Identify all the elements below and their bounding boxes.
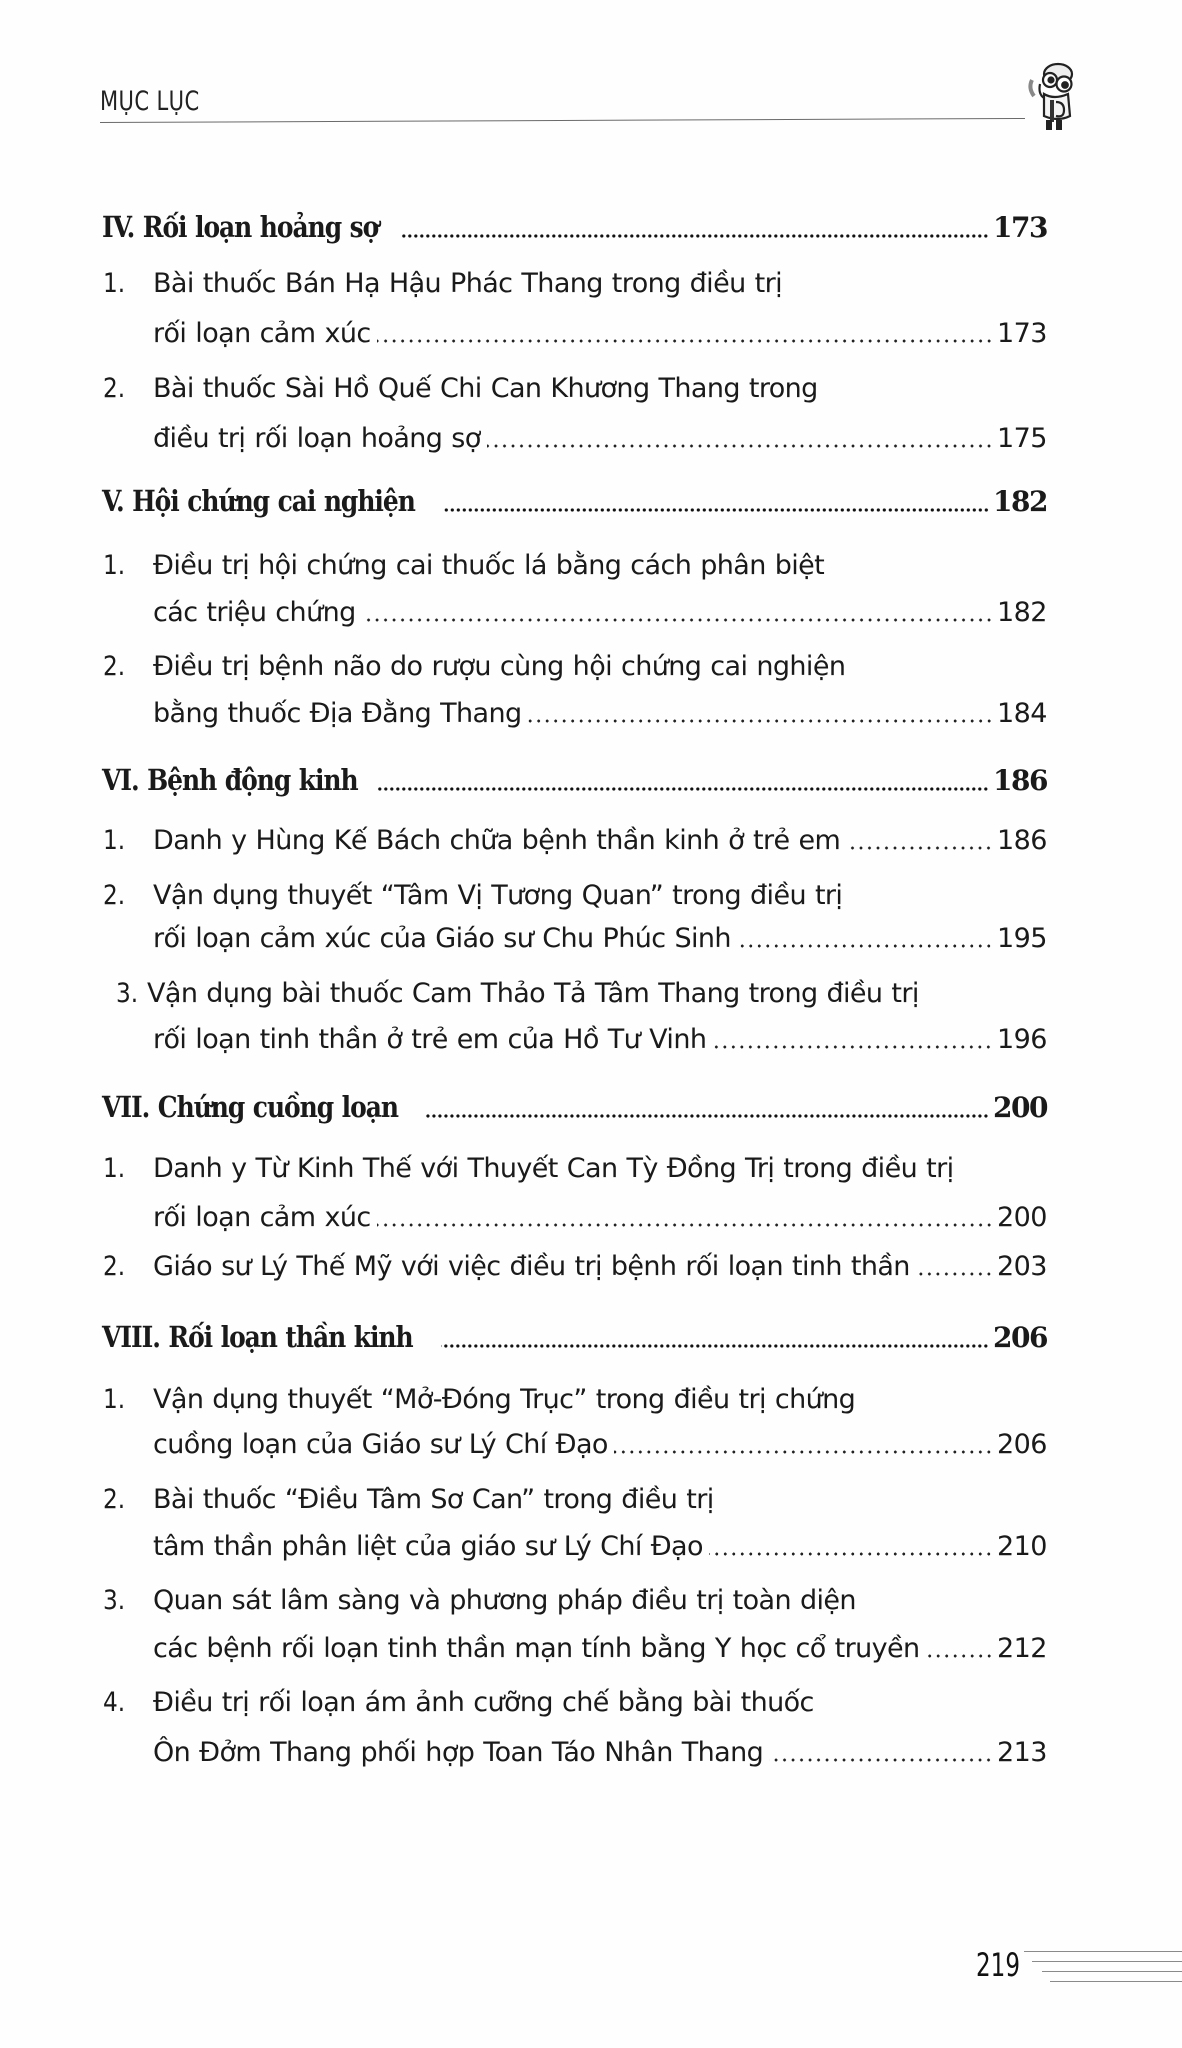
entry-text-row (153, 318, 1047, 349)
toc-entry-line (0, 916, 1182, 960)
entry-text-row (153, 651, 1047, 682)
entry-number: 2. (103, 651, 126, 682)
dot-leader (926, 1653, 993, 1659)
entry-number: 2. (103, 1484, 126, 1515)
entry-text-row (153, 373, 1047, 404)
entry-text-row (153, 550, 1047, 581)
page-ref: 186 (993, 764, 1047, 797)
entry-text-row (147, 978, 1047, 1009)
toc-entry-line (0, 590, 1182, 634)
dot-leader (769, 1757, 993, 1763)
entry-title: Bài thuốc Bán Hạ Hậu Phác Thang trong điều trị (153, 268, 782, 299)
entry-text-row (153, 1251, 1047, 1282)
entry-text-row (153, 597, 1047, 628)
dot-leader (377, 1222, 993, 1228)
toc-entry-line (0, 1017, 1182, 1061)
dot-leader (487, 443, 993, 449)
toc-entry-line (0, 1422, 1182, 1466)
page-ref: 184 (996, 698, 1047, 729)
entry-title: bằng thuốc Địa Đằng Thang (153, 698, 522, 729)
dot-leader (709, 1551, 993, 1557)
entry-text-row (153, 1153, 1047, 1184)
toc-entry-line (0, 1578, 1182, 1622)
entry-text-row (153, 1484, 1047, 1515)
dot-leader (441, 1343, 989, 1349)
entry-title: Ôn Đởm Thang phối hợp Toan Táo Nhân Thang (153, 1737, 764, 1768)
entry-title: cuồng loạn của Giáo sư Lý Chí Đạo (153, 1429, 608, 1460)
entry-title: Điều trị rối loạn ám ảnh cưỡng chế bằng bài thuốc (153, 1687, 814, 1718)
toc-entry-line (0, 416, 1182, 460)
toc-entry-line (0, 644, 1182, 688)
toc-entry-line (0, 311, 1182, 355)
entry-text-row (153, 268, 1047, 299)
dot-leader (362, 617, 993, 623)
toc-heading-row (102, 763, 1047, 797)
toc-heading-row (102, 210, 1047, 244)
header-rule (100, 118, 1025, 123)
dot-leader (424, 1113, 989, 1119)
toc-entry-line (0, 1195, 1182, 1239)
entry-text-row (153, 880, 1047, 911)
toc-entry-line (0, 1377, 1182, 1421)
toc-entry-line (0, 818, 1182, 862)
dot-leader (377, 338, 993, 344)
dot-leader (401, 233, 989, 239)
entry-title: Quan sát lâm sàng và phương pháp điều trị toàn diện (153, 1585, 856, 1616)
entry-title: rối loạn cảm xúc của Giáo sư Chu Phúc Sinh (153, 923, 731, 954)
entry-number: 1. (103, 825, 126, 856)
entry-title: các bệnh rối loạn tinh thần mạn tính bằng Y học cổ truyền (153, 1633, 920, 1664)
entry-title: Điều trị bệnh não do rượu cùng hội chứng cai nghiện (153, 651, 846, 682)
entry-title: rối loạn tinh thần ở trẻ em của Hồ Tư Vinh (153, 1024, 707, 1055)
entry-text-row (153, 1531, 1047, 1562)
toc-entry-line (0, 1680, 1182, 1724)
toc-entry-line (0, 366, 1182, 410)
page-ref: 186 (996, 825, 1047, 856)
entry-title: rối loạn cảm xúc (153, 318, 371, 349)
entry-title: Vận dụng thuyết “Mở-Đóng Trục” trong điều trị chứng (153, 1384, 856, 1415)
toc-section-heading (0, 480, 1182, 524)
entry-number: 2. (103, 373, 126, 404)
entry-title: Vận dụng bài thuốc Cam Thảo Tả Tâm Thang trong điều trị (147, 978, 919, 1009)
page-ref: 182 (996, 597, 1047, 628)
page-ref: 182 (993, 485, 1047, 518)
page-ref: 210 (996, 1531, 1047, 1562)
entry-text-row (153, 1384, 1047, 1415)
toc-entry-line (0, 1146, 1182, 1190)
page-ref: 212 (996, 1633, 1047, 1664)
toc-entry-line (0, 1477, 1182, 1521)
entry-number: 1. (103, 1384, 126, 1415)
dot-leader (614, 1449, 993, 1455)
entry-text-row (153, 423, 1047, 454)
entry-number: 2. (103, 880, 126, 911)
entry-title: các triệu chứng (153, 597, 356, 628)
entry-title: Danh y Hùng Kế Bách chữa bệnh thần kinh ở trẻ em (153, 825, 841, 856)
toc-heading-row (102, 1090, 1047, 1124)
toc-heading-row (102, 484, 1047, 518)
entry-text-row (153, 1585, 1047, 1616)
toc-entry-line (0, 261, 1182, 305)
dot-leader (916, 1271, 993, 1277)
entry-text-row (153, 1429, 1047, 1460)
entry-title: Vận dụng thuyết “Tâm Vị Tương Quan” trong điều trị (153, 880, 843, 911)
entry-text-row (153, 1024, 1047, 1055)
entry-text-row (153, 1633, 1047, 1664)
page-ref: 206 (993, 1321, 1047, 1354)
section-title: VI. Bệnh động kinh (102, 763, 358, 797)
page-ref: 213 (996, 1737, 1047, 1768)
page-ref: 173 (993, 211, 1047, 244)
toc-section-heading (0, 206, 1182, 250)
entry-text-row (153, 1687, 1047, 1718)
toc-section-heading (0, 759, 1182, 803)
section-title: IV. Rối loạn hoảng sợ (102, 210, 379, 244)
footer-decorative-lines (1024, 1949, 1182, 1989)
running-header-title: MỤC LỤC (100, 86, 200, 117)
toc-entry-line (0, 971, 1182, 1015)
section-title: V. Hội chứng cai nghiện (102, 484, 415, 518)
toc-entry-line (0, 1730, 1182, 1774)
page-ref: 173 (996, 318, 1047, 349)
entry-number: 1. (103, 268, 126, 299)
page-ref: 203 (996, 1251, 1047, 1282)
dot-leader (377, 786, 989, 792)
dot-leader (737, 943, 993, 949)
doctor-mascot-icon (1022, 58, 1084, 134)
entry-number: 4. (103, 1687, 126, 1718)
dot-leader (528, 718, 993, 724)
entry-text-row (153, 825, 1047, 856)
dot-leader (712, 1044, 993, 1050)
entry-text-row (153, 698, 1047, 729)
section-title: VII. Chứng cuồng loạn (102, 1090, 398, 1124)
entry-text-row (153, 1202, 1047, 1233)
entry-number: 1. (103, 1153, 126, 1184)
entry-title: Giáo sư Lý Thế Mỹ với việc điều trị bệnh rối loạn tinh thần (153, 1251, 910, 1282)
toc-entry-line (0, 691, 1182, 735)
entry-number: 2. (103, 1251, 126, 1282)
toc-heading-row (102, 1320, 1047, 1354)
toc-entry-line (0, 543, 1182, 587)
page-ref: 175 (996, 423, 1047, 454)
entry-number: 1. (103, 550, 126, 581)
dot-leader (846, 845, 993, 851)
entry-title: Bài thuốc “Điều Tâm Sơ Can” trong điều trị (153, 1484, 714, 1515)
entry-number: 3. (103, 1585, 126, 1616)
entry-title: điều trị rối loạn hoảng sợ (153, 423, 481, 454)
entry-title: Bài thuốc Sài Hồ Quế Chi Can Khương Thang trong (153, 373, 818, 404)
dot-leader (444, 507, 989, 513)
toc-section-heading (0, 1316, 1182, 1360)
page-number: 219 (976, 1946, 1020, 1984)
entry-text-row (153, 1737, 1047, 1768)
entry-title: rối loạn cảm xúc (153, 1202, 371, 1233)
toc-entry-line (0, 873, 1182, 917)
section-title: VIII. Rối loạn thần kinh (102, 1320, 413, 1354)
entry-title: Điều trị hội chứng cai thuốc lá bằng cách phân biệt (153, 550, 825, 581)
page-ref: 200 (996, 1202, 1047, 1233)
toc-entry-line (0, 1244, 1182, 1288)
toc-entry-line (0, 1626, 1182, 1670)
entry-title: tâm thần phân liệt của giáo sư Lý Chí Đạo (153, 1531, 703, 1562)
entry-text-row (153, 923, 1047, 954)
page-ref: 200 (993, 1091, 1047, 1124)
toc-section-heading (0, 1086, 1182, 1130)
entry-number: 3. (116, 978, 139, 1009)
page-ref: 206 (996, 1429, 1047, 1460)
entry-title: Danh y Từ Kinh Thế với Thuyết Can Tỳ Đồng Trị trong điều trị (153, 1153, 954, 1184)
page-ref: 195 (996, 923, 1047, 954)
toc-entry-line (0, 1524, 1182, 1568)
page-ref: 196 (996, 1024, 1047, 1055)
